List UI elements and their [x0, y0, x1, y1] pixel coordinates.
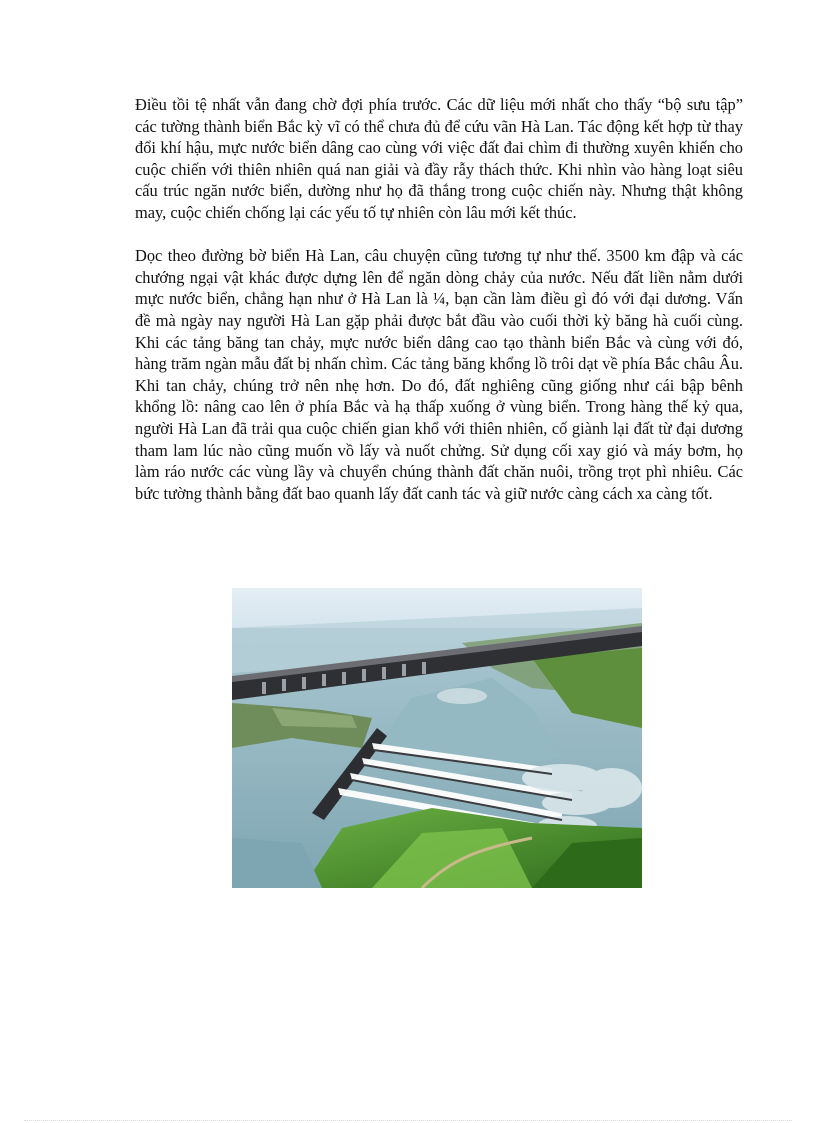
- dam-aerial-photo: [232, 588, 642, 888]
- paragraph-1: Điều tồi tệ nhất vẫn đang chờ đợi phía trước. Các dữ liệu mới nhất cho thấy “bộ sưu tập” các tường thành biển Bắc kỳ vĩ có thể chưa đủ để cứu vãn Hà Lan. Tác động kết hợp từ thay đổi khí hậu, mực nước biển dâng cao cùng với việc đất đai chìm đi thường xuyên khiến cho cuộc chiến với thiên nhiên quá nan giải và đầy rẫy thách thức. Khi nhìn vào hàng loạt siêu cấu trúc ngăn nước biển, dường như họ đã thắng trong cuộc chiến này. Nhưng thật không may, cuộc chiến chống lại các yếu tố tự nhiên còn lâu mới kết thúc.: [135, 95, 743, 222]
- body-text: [135, 94, 743, 526]
- page-bottom-border: [24, 1120, 792, 1121]
- paragraph-2: Dọc theo đường bờ biển Hà Lan, câu chuyện cũng tương tự như thế. 3500 km đập và các chướng ngại vật khác được dựng lên để ngăn dòng chảy của nước. Nếu đất liền nằm dưới mực nước biển, chẳng hạn như ở Hà Lan là ¼, bạn cần làm điều gì đó với đại dương. Vấn đề mà ngày nay người Hà Lan gặp phải được bắt đầu vào cuối thời kỳ băng hà cuối cùng. Khi các tảng băng tan chảy, mực nước biển dâng cao tạo thành biển Bắc và cùng với đó, hàng trăm ngàn mẫu đất bị nhấn chìm. Các tảng băng khổng lồ trôi dạt về phía Bắc châu Âu. Khi tan chảy, chúng trở nên nhẹ hơn. Do đó, đất nghiêng cũng giống như cái bập bênh khổng lồ: nâng cao lên ở phía Bắc và hạ thấp xuống ở vùng biển. Trong hàng thế kỷ qua, người Hà Lan đã trải qua cuộc chiến gian khổ với thiên nhiên, cố giành lại đất từ đại dương tham lam lúc nào cũng muốn vồ lấy và nuốt chửng. Sử dụng cối xay gió và máy bơm, họ làm ráo nước các vùng lầy và chuyển chúng thành đất chăn nuôi, trồng trọt phì nhiêu. Các bức tường thành bằng đất bao quanh lấy đất canh tác và giữ nước càng cách xa càng tốt.: [135, 246, 743, 503]
